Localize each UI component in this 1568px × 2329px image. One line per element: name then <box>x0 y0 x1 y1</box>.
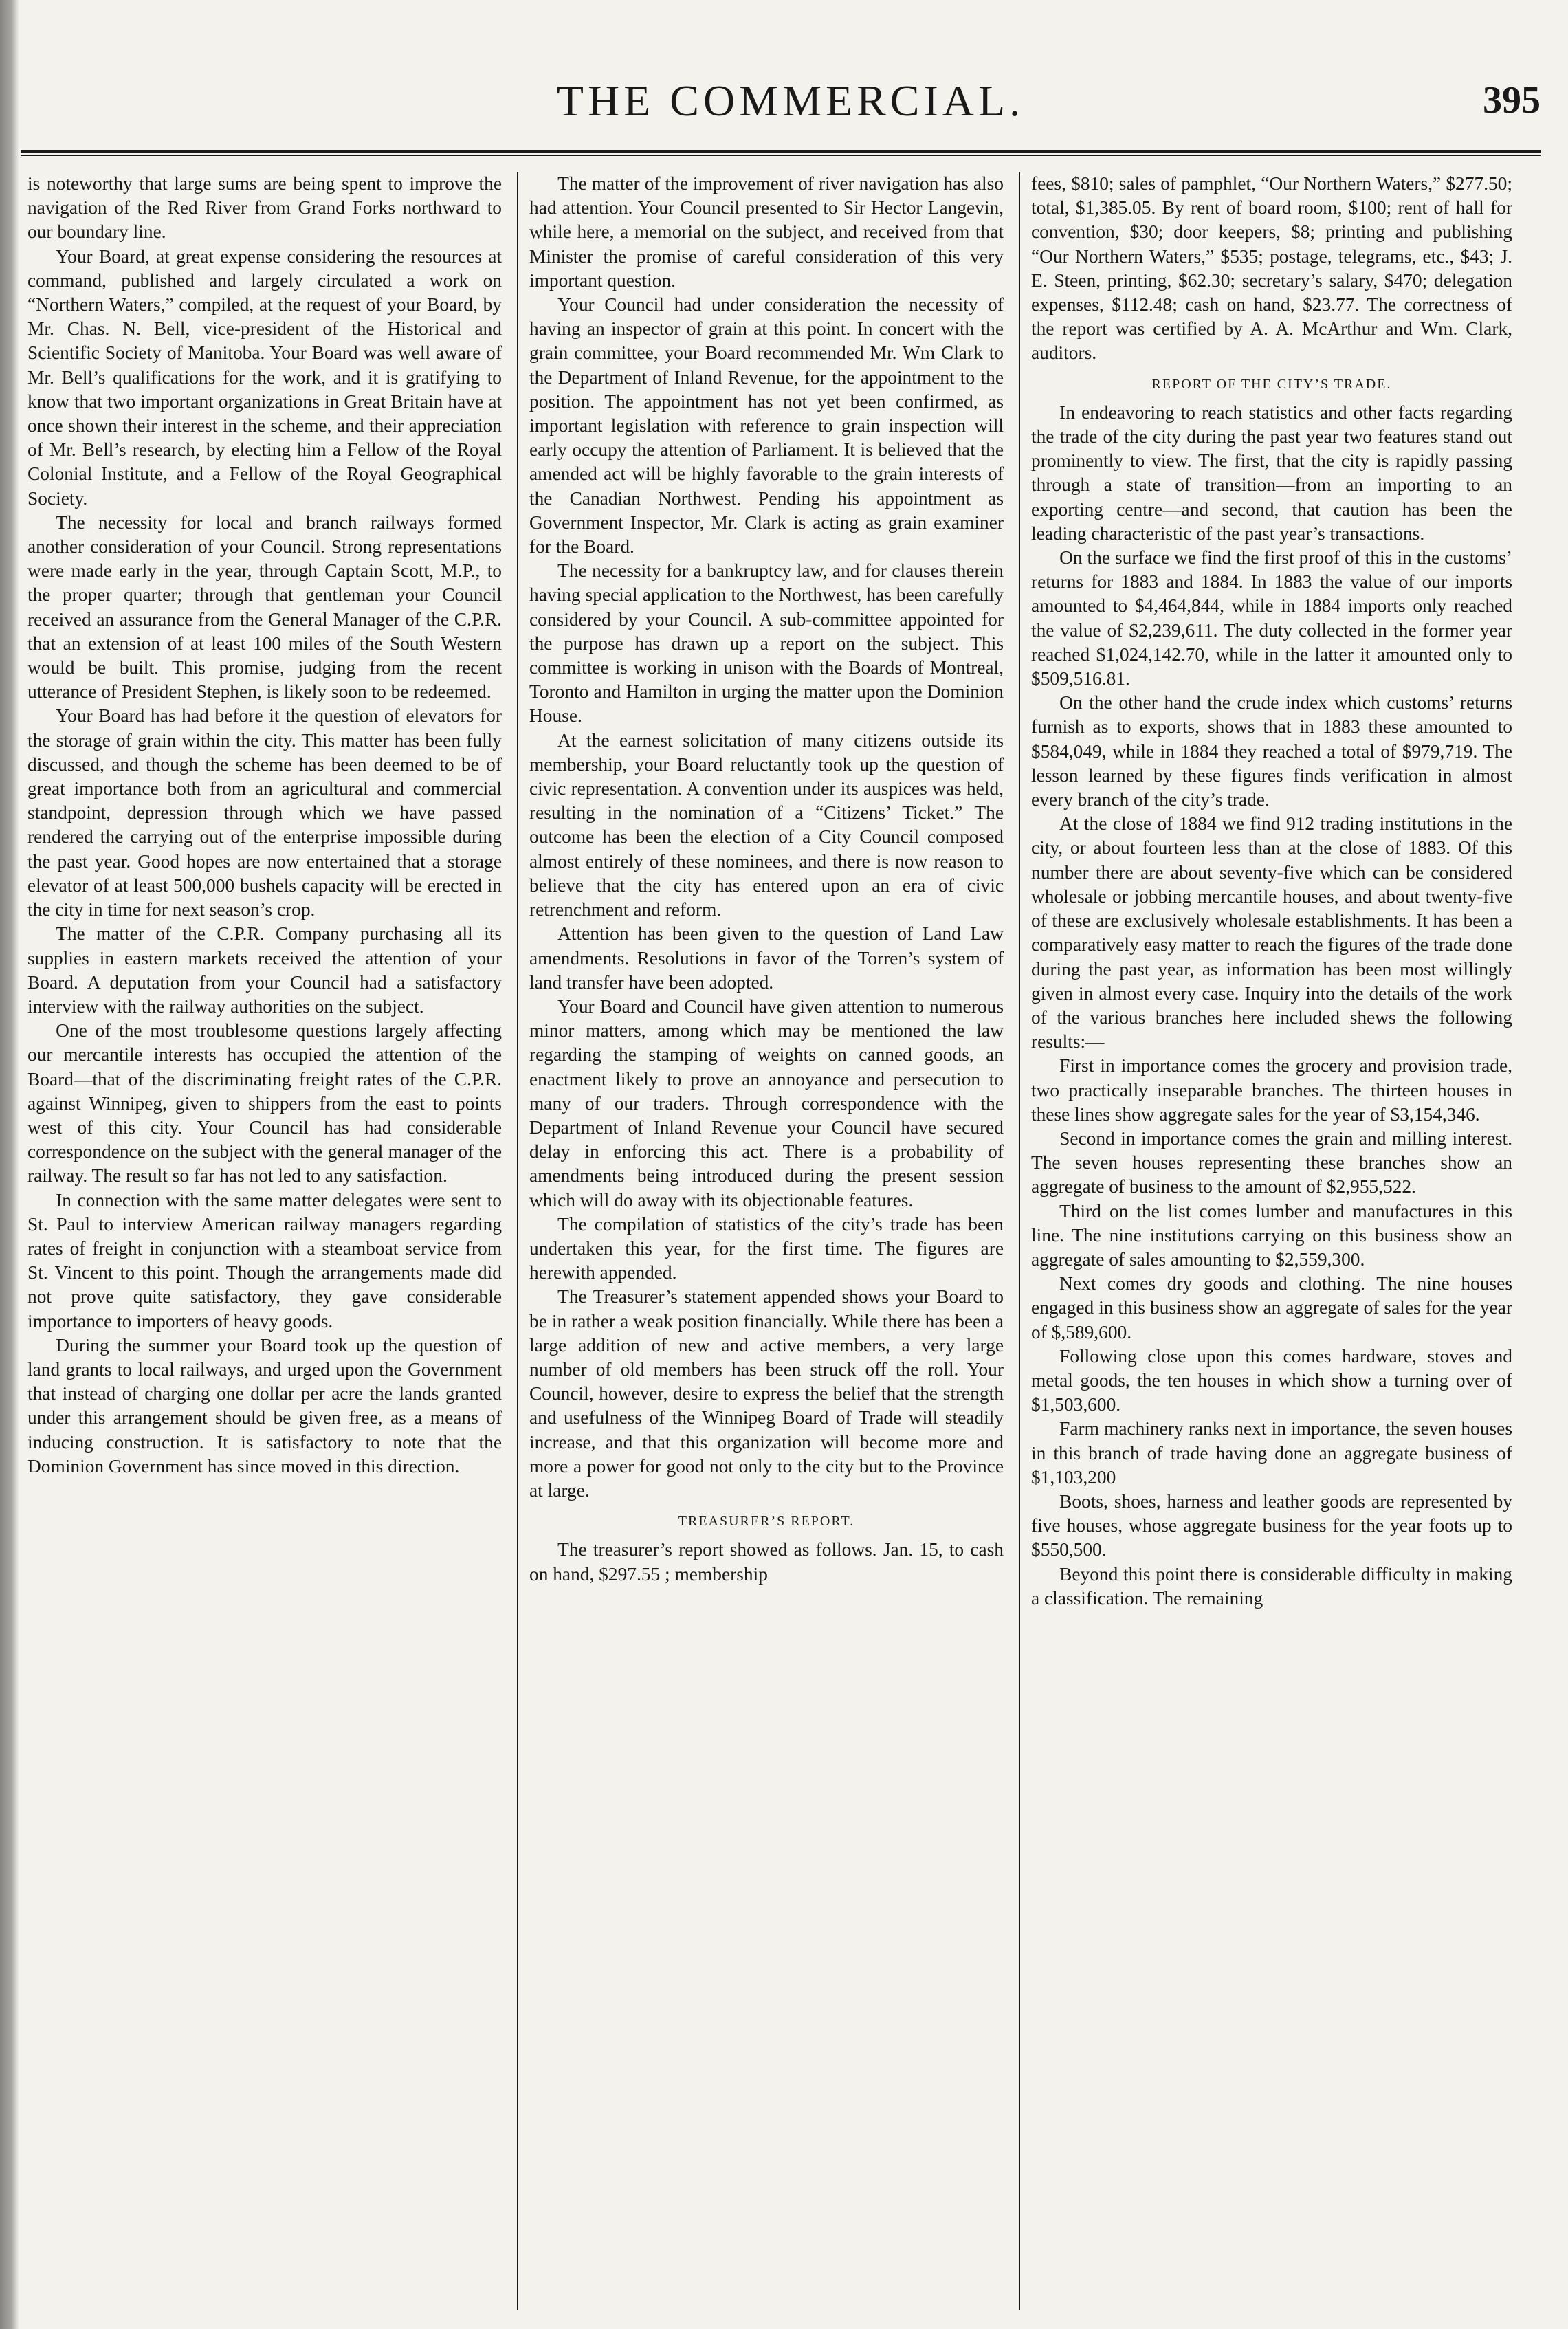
article-paragraph: is noteworthy that large sums are being spent to improve the navigation of the Red River from Grand Forks northward to our boundary line. <box>27 173 502 243</box>
article-paragraph: Attention has been given to the question of Land Law amendments. Resolutions in favor of the Torren’s system of land transfer have been adopted. <box>529 923 1004 993</box>
article-paragraph: Your Board and Council have given attention to numerous minor matters, among which may be mentioned the law regarding the stamping of weights on canned goods, an enactment likely to prove an annoyance and persecution to many of our traders. Through correspondence with the Department of Inland Revenue your Council have secured delay in enforcing this act. There is a probability of amendments being introduced during the present session which will do away with its objectionable features. <box>529 995 1004 1211</box>
article-paragraph: Beyond this point there is considerable difficulty in making a classification. The remaining <box>1031 1563 1512 1609</box>
masthead <box>0 76 1568 137</box>
article-paragraph: First in importance comes the grocery and provision trade, two practically inseparable branches. The thirteen houses in these lines show aggregate sales for the year of $3,154,346. <box>1031 1055 1512 1125</box>
column-3 <box>1031 172 1512 2310</box>
column-1 <box>27 172 502 2310</box>
article-paragraph: On the other hand the crude index which customs’ returns furnish as to exports, shows that in 1883 these amounted to $584,049, while in 1884 they reached a total of $979,719. The lesson learned by these figures finds verification in almost every branch of the city’s trade. <box>1031 692 1512 810</box>
page-number: 395 <box>1483 79 1541 122</box>
masthead-rule-thin <box>21 155 1541 156</box>
column-divider <box>517 172 518 2310</box>
article-paragraph: Second in importance comes the grain and milling interest. The seven houses representing these branches show an aggregate of business to the amount of $2,955,522. <box>1031 1127 1512 1197</box>
binding-shadow <box>0 0 19 2329</box>
article-paragraph: The compilation of statistics of the city’s trade has been undertaken this year, for the first time. The figures are herewith appended. <box>529 1213 1004 1283</box>
column-divider <box>1019 172 1020 2310</box>
article-paragraph: In endeavoring to reach statistics and other facts regarding the trade of the city during the past year two features stand out prominently to view. The first, that the city is rapidly passing through a state of transition—from an importing to an exporting centre—and second, that caution has been the leading characteristic of the past year’s transactions. <box>1031 401 1512 544</box>
article-paragraph: fees, $810; sales of pamphlet, “Our Northern Waters,” $277.50; total, $1,385.05. By rent of board room, $100; rent of hall for convention, $30; door keepers, $8; printing and publishing “Our Northern Waters,” $535; postage, telegrams, etc., $43; J. E. Steen, printing, $62.30; secretary’s salary, $470; delegation expenses, $112.48; cash on hand, $23.77. The correctness of the report was certified by A. A. McArthur and Wm. Clark, auditors. <box>1031 173 1512 364</box>
article-paragraph: The necessity for local and branch railways formed another consideration of your Council. Strong representations were made early in the year, through Captain Scott, M.P., to the proper quarter; through that gentleman your Council received an assurance from the General Manager of the C.P.R. that an extension of at least 100 miles of the South Western would be built. This promise, judging from the recent utterance of President Stephen, is likely soon to be redeemed. <box>27 511 502 703</box>
article-paragraph: Your Council had under consideration the necessity of having an inspector of grain at this point. In concert with the grain committee, your Board recommended Mr. Wm Clark to the Department of Inland Revenue, for the appointment to the position. The appointment has not yet been confirmed, as important legislation with reference to grain inspection will early occupy the attention of Parliament. It is believed that the amended act will be highly favorable to the grain interests of the Canadian Northwest. Pending his appointment as Government Inspector, Mr. Clark is acting as grain examiner for the Board. <box>529 294 1004 558</box>
article-paragraph: The matter of the improvement of river navigation has also had attention. Your Council presented to Sir Hector Langevin, while here, a memorial on the subject, and received from that Minister the promise of careful consideration of this very important question. <box>529 173 1004 291</box>
masthead-rule <box>21 150 1541 153</box>
article-paragraph: Next comes dry goods and clothing. The nine houses engaged in this business show an aggregate of sales for the year of $,589,600. <box>1031 1273 1512 1343</box>
section-heading: REPORT OF THE CITY’S TRADE. <box>1151 376 1392 392</box>
column-2 <box>529 172 1004 2310</box>
article-paragraph: In connection with the same matter delegates were sent to St. Paul to interview American railway managers regarding rates of freight in conjunction with a steamboat service from St. Vincent to this point. Though the arrangements made did not prove quite satisfactory, they gave considerable importance to importers of heavy goods. <box>27 1189 502 1332</box>
article-paragraph: During the summer your Board took up the question of land grants to local railways, and urged upon the Government that instead of charging one dollar per acre the lands granted under this arrangement should be given free, as a means of inducing construction. It is satisfactory to note that the Dominion Government has since moved in this direction. <box>27 1334 502 1477</box>
article-paragraph: The Treasurer’s statement appended shows your Board to be in rather a weak position financially. While there has been a large addition of new and active members, a very large number of old members has been struck off the roll. Your Council, however, desire to express the belief that the strength and usefulness of the Winnipeg Board of Trade will steadily increase, and that this organization will become more and more a power for good not only to the city but to the Province at large. <box>529 1286 1004 1501</box>
article-paragraph: The necessity for a bankruptcy law, and for clauses therein having special application to the Northwest, has been carefully considered by your Council. A sub-committee appointed for the purpose has drawn up a report on the subject. This committee is working in unison with the Boards of Montreal, Toronto and Hamilton in urging the matter upon the Dominion House. <box>529 560 1004 727</box>
article-paragraph: Your Board has had before it the question of elevators for the storage of grain within the city. This matter has been fully discussed, and though the scheme has been deemed to be of great importance both from an agricultural and commercial standpoint, depression through which we have passed rendered the carrying out of the enterprise impossible during the past year. Good hopes are now entertained that a storage elevator of at least 500,000 bushels capacity will be erected in the city in time for next season’s crop. <box>27 705 502 920</box>
article-paragraph: Your Board, at great expense considering the resources at command, published and largely circulated a work on “Northern Waters,” compiled, at the request of your Board, by Mr. Chas. N. Bell, vice-president of the Historical and Scientific Society of Manitoba. Your Board was well aware of Mr. Bell’s qualifications for the work, and it is gratifying to know that two important organizations in Great Britain have at once shown their interest in the scheme, and their appreciation of Mr. Bell’s research, by electing him a Fellow of the Royal Colonial Institute, and a Fellow of the Royal Geographical Society. <box>27 245 502 509</box>
publication-title: THE COMMERCIAL. <box>556 76 1025 125</box>
article-paragraph: Following close upon this comes hardware, stoves and metal goods, the ten houses in which show a turning over of $1,503,600. <box>1031 1345 1512 1415</box>
article-paragraph: On the surface we find the first proof of this in the customs’ returns for 1883 and 1884. In 1883 the value of our imports amounted to $4,464,844, while in 1884 imports only reached the value of $2,239,611. The duty collected in the former year reached $1,024,142.70, while in the latter it amounted only to $509,516.81. <box>1031 547 1512 689</box>
section-heading: TREASURER’S REPORT. <box>678 1514 855 1530</box>
article-paragraph: One of the most troublesome questions largely affecting our mercantile interests has occupied the attention of the Board—that of the discriminating freight rates of the C.P.R. against Winnipeg, given to shippers from the east to points west of this city. Your Council has had considerable correspondence on the subject with the general manager of the railway. The result so far has not led to any satisfaction. <box>27 1020 502 1186</box>
article-paragraph: Boots, shoes, harness and leather goods are represented by five houses, whose aggregate business for the year foots up to $550,500. <box>1031 1490 1512 1560</box>
article-paragraph: At the close of 1884 we find 912 trading institutions in the city, or about fourteen less than at the close of 1883. Of this number there are about seventy-five which can be considered wholesale or jobbing mercantile houses, and about twenty-five of these are exclusively wholesale establishments. It has been a comparatively easy matter to reach the figures of the trade done during the past year, as information has been most willingly given in almost every case. Inquiry into the details of the work of the various branches here included shews the following results:— <box>1031 813 1512 1052</box>
article-paragraph: Farm machinery ranks next in importance, the seven houses in this branch of trade having done an aggregate business of $1,103,200 <box>1031 1418 1512 1488</box>
article-paragraph: The treasurer’s report showed as follows. Jan. 15, to cash on hand, $297.55 ; membership <box>529 1539 1004 1585</box>
article-paragraph: The matter of the C.P.R. Company purchasing all its supplies in eastern markets received the attention of your Board. A deputation from your Council had a satisfactory interview with the railway authorities on the subject. <box>27 923 502 1017</box>
article-paragraph: Third on the list comes lumber and manufactures in this line. The nine institutions carrying on this business show an aggregate of sales amounting to $2,559,300. <box>1031 1200 1512 1270</box>
article-paragraph: At the earnest solicitation of many citizens outside its membership, your Board reluctantly took up the question of civic representation. A convention under its auspices was held, resulting in the nomination of a “Citizens’ Ticket.” The outcome has been the election of a City Council composed almost entirely of these nominees, and there is now reason to believe that the city has entered upon an era of civic retrenchment and reform. <box>529 729 1004 920</box>
